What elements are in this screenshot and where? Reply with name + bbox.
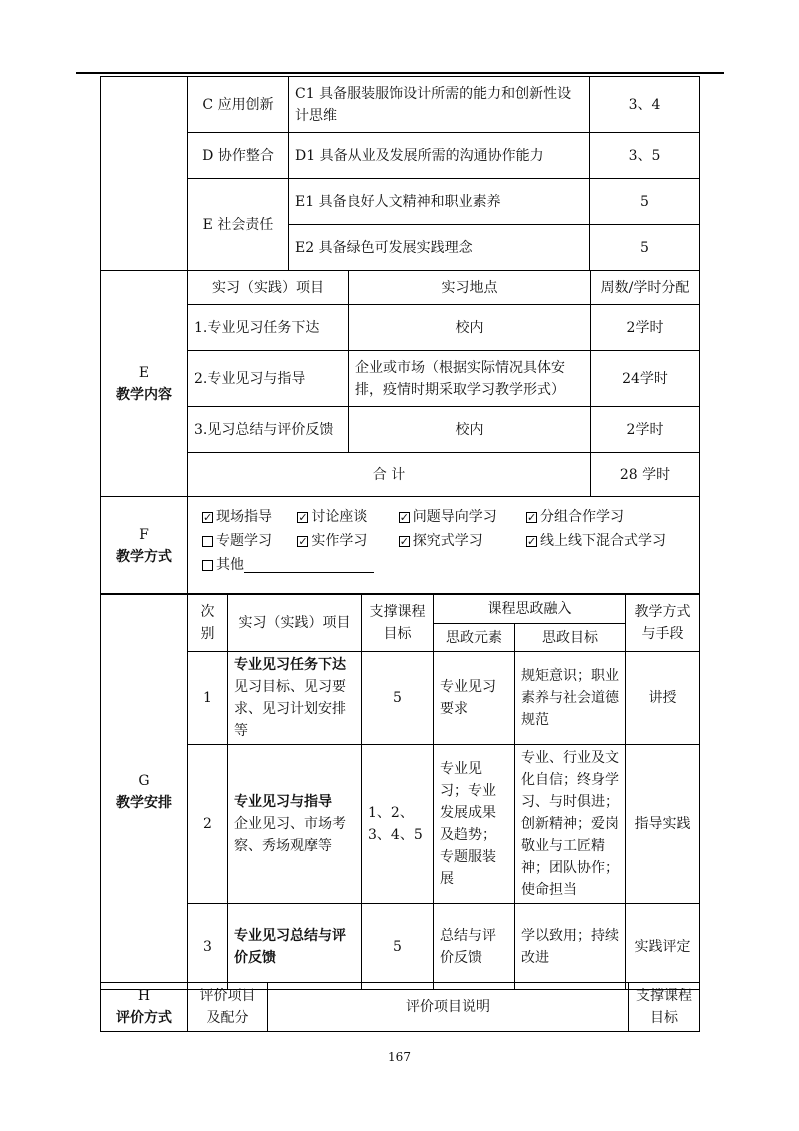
method-checkbox[interactable]	[399, 530, 526, 552]
column-header: 周数/学时分配	[591, 271, 700, 305]
section-g-code: G	[138, 772, 150, 789]
ability-category: D 协作整合	[188, 133, 289, 179]
method-label: 其他	[216, 557, 244, 573]
section-g-label	[101, 594, 188, 990]
checkbox-checked-icon: ✓	[203, 510, 213, 524]
schedule-element: 专业见习要求	[434, 652, 515, 745]
section-h-label	[101, 983, 188, 1032]
section-h-code: H	[137, 988, 151, 1004]
section-f-label	[101, 497, 188, 595]
practice-item: 3.见习总结与评价反馈	[188, 407, 349, 453]
method-label: 讨论座谈	[311, 509, 368, 525]
schedule-item-title: 专业见习总结与评价反馈	[228, 904, 362, 990]
teaching-schedule-table	[100, 593, 700, 990]
section-e-name: 教学内容	[116, 386, 172, 403]
schedule-goal: 专业、行业及文化自信；终身学习、与时俱进；创新精神；爱岗敬业与工匠精神；团队协作；使命担当	[515, 745, 626, 904]
schedule-element: 专业见习；专业发展成果及趋势；专题服装展	[434, 745, 515, 904]
schedule-method: 讲授	[626, 652, 700, 745]
page-number: 167	[388, 1050, 411, 1064]
method-label: 现场指导	[216, 509, 272, 525]
checkbox-checked-icon: ✓	[298, 510, 308, 524]
schedule-method: 指导实践	[626, 745, 700, 904]
section-f-name: 教学方式	[116, 548, 172, 565]
checkbox-checked-icon: ✓	[399, 510, 409, 524]
practice-item: 2.专业见习与指导	[188, 351, 349, 407]
checkbox-checked-icon: ✓	[298, 534, 308, 548]
section-e-code: E	[138, 364, 150, 381]
schedule-goal: 规矩意识；职业素养与社会道德规范	[515, 652, 626, 745]
schedule-support: 1、2、3、4、5	[362, 745, 434, 904]
schedule-item-title: 专业见习与指导	[234, 794, 332, 810]
practice-hours: 24学时	[591, 351, 700, 407]
column-header: 实习地点	[349, 271, 591, 305]
column-header: 次别	[188, 594, 228, 652]
column-header: 实习（实践）项目	[228, 594, 362, 652]
schedule-goal: 学以致用；持续改进	[515, 904, 626, 990]
methods-row	[202, 553, 685, 577]
checkbox-checked-icon: ✓	[526, 510, 537, 524]
method-label: 线上线下混合式学习	[539, 533, 666, 549]
column-header: 课程思政融入	[434, 594, 626, 624]
section-f-code: F	[139, 526, 149, 543]
ability-description: E2 具备绿色可发展实践理念	[289, 225, 590, 271]
practice-hours: 2学时	[591, 305, 700, 351]
practice-place: 企业或市场（根据实际情况具体安排，疫情时期采取学习教学形式）	[349, 351, 591, 407]
section-e-label	[101, 271, 188, 497]
methods-list	[188, 497, 700, 595]
schedule-item	[228, 652, 362, 745]
abilities-table	[100, 76, 700, 271]
methods-row	[202, 505, 685, 529]
method-checkbox-other[interactable]	[202, 554, 374, 576]
teaching-methods-table	[100, 496, 700, 595]
checkbox-checked-icon: ✓	[399, 534, 409, 548]
ability-support: 5	[590, 225, 700, 271]
schedule-seq: 2	[188, 745, 228, 904]
schedule-support: 5	[362, 904, 434, 990]
total-value: 28 学时	[591, 453, 700, 497]
checkbox-unchecked-icon	[202, 536, 213, 547]
schedule-item-desc: 见习目标、见习要求、见习计划安排等	[234, 679, 346, 739]
method-label: 专题学习	[216, 533, 272, 549]
column-header: 思政目标	[515, 624, 626, 652]
ability-category: E 社会责任	[188, 179, 289, 271]
column-header: 评价项目说明	[268, 983, 629, 1032]
ability-support: 3、4	[590, 77, 700, 133]
other-input-line[interactable]	[244, 558, 374, 573]
schedule-method: 实践评定	[626, 904, 700, 990]
method-label: 实作学习	[311, 533, 368, 549]
ability-description: C1 具备服装服饰设计所需的能力和创新性设计思维	[289, 77, 590, 133]
column-header: 教学方式与手段	[626, 594, 700, 652]
total-label: 合 计	[188, 453, 591, 497]
ability-category: C 应用创新	[188, 77, 289, 133]
method-label: 问题导向学习	[412, 509, 497, 525]
teaching-content-table	[100, 270, 700, 497]
method-checkbox[interactable]	[526, 506, 685, 528]
checkbox-unchecked-icon	[202, 560, 213, 571]
practice-place: 校内	[349, 305, 591, 351]
ability-description: E1 具备良好人文精神和职业素养	[289, 179, 590, 225]
column-header: 支撑课程目标	[629, 983, 700, 1032]
schedule-seq: 3	[188, 904, 228, 990]
evaluation-table	[100, 982, 700, 1032]
practice-item: 1.专业见习任务下达	[188, 305, 349, 351]
method-checkbox[interactable]	[202, 506, 297, 528]
method-checkbox[interactable]	[297, 530, 398, 552]
column-header: 评价项目及配分	[188, 983, 268, 1032]
column-header: 思政元素	[434, 624, 515, 652]
column-header: 实习（实践）项目	[188, 271, 349, 305]
section-g-name: 教学安排	[116, 794, 172, 811]
method-checkbox[interactable]	[399, 506, 526, 528]
practice-hours: 2学时	[591, 407, 700, 453]
header-rule	[76, 72, 724, 74]
ability-support: 5	[590, 179, 700, 225]
method-checkbox[interactable]	[297, 506, 398, 528]
method-checkbox[interactable]	[526, 530, 685, 552]
section-h-name: 评价方式	[116, 1010, 172, 1026]
column-header: 支撑课程目标	[362, 594, 434, 652]
ability-description: D1 具备从业及发展所需的沟通协作能力	[289, 133, 590, 179]
schedule-item-title: 专业见习任务下达	[234, 657, 346, 673]
abilities-side-cell	[101, 77, 188, 271]
ability-support: 3、5	[590, 133, 700, 179]
schedule-element: 总结与评价反馈	[434, 904, 515, 990]
schedule-support: 5	[362, 652, 434, 745]
method-checkbox[interactable]	[202, 530, 297, 552]
schedule-item	[228, 745, 362, 904]
practice-place: 校内	[349, 407, 591, 453]
methods-row	[202, 529, 685, 553]
checkbox-checked-icon: ✓	[526, 534, 537, 548]
schedule-seq: 1	[188, 652, 228, 745]
schedule-item-desc: 企业见习、市场考察、秀场观摩等	[234, 816, 346, 854]
method-label: 分组合作学习	[539, 509, 624, 525]
method-label: 探究式学习	[412, 533, 483, 549]
